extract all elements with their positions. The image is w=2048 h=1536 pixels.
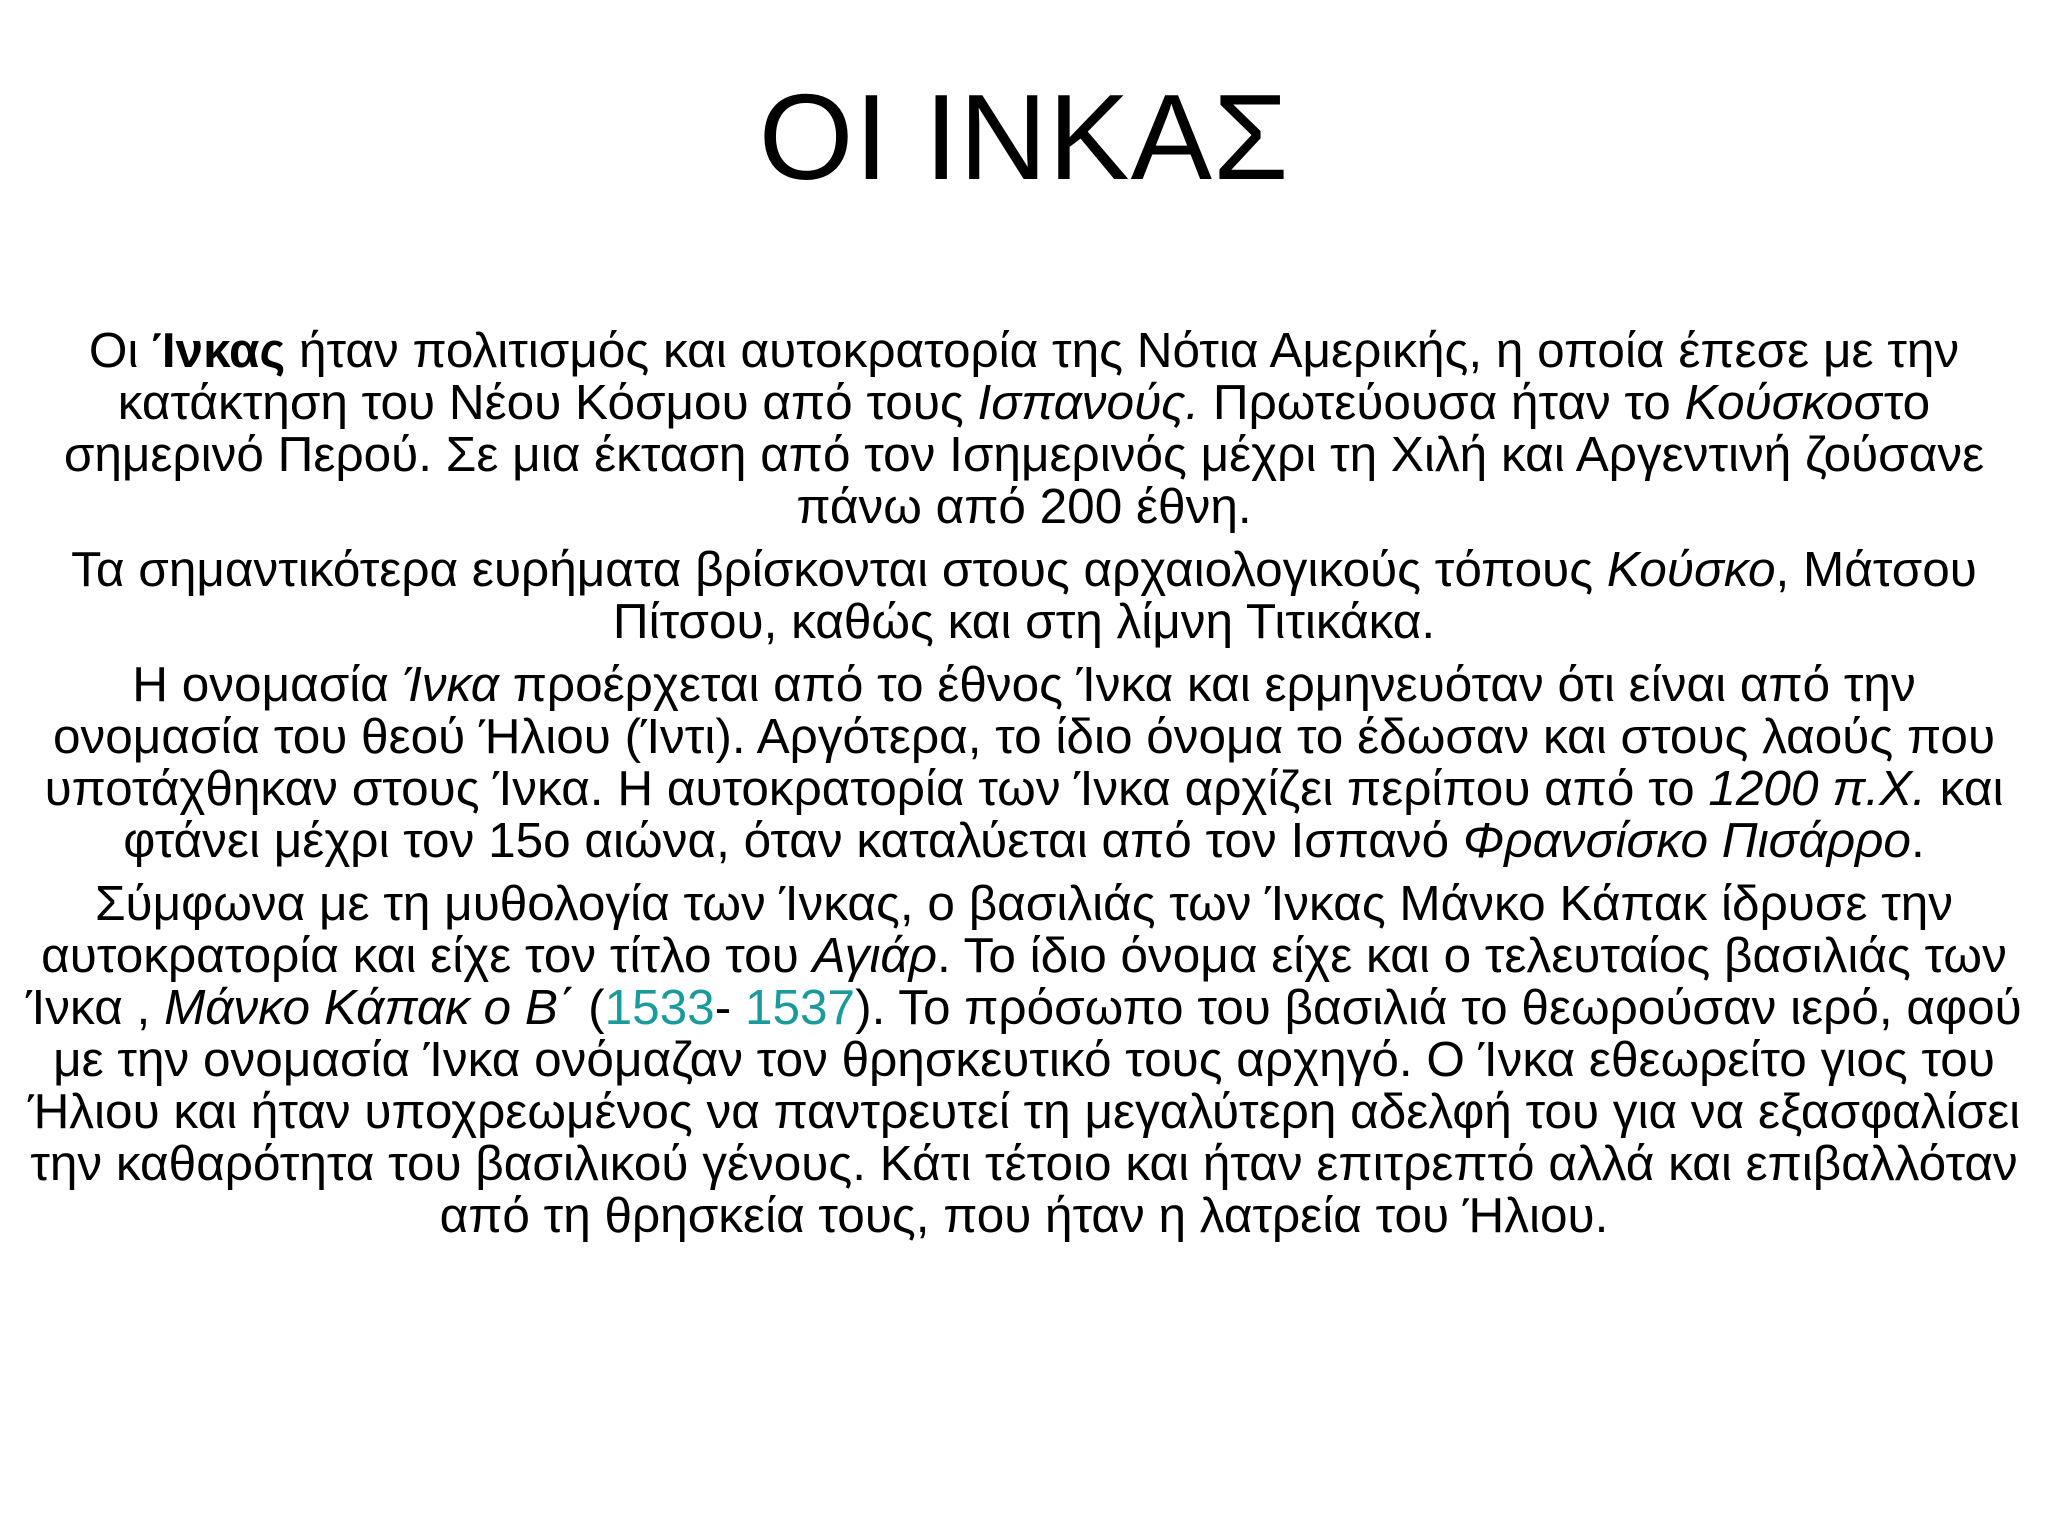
p3-text-a: Η ονομασία <box>132 657 403 712</box>
paragraph-name-origin <box>24 659 2024 867</box>
p2-text-a: Τα σημαντικότερα ευρήματα βρίσκονται στους αρχαιολογικούς τόπους <box>71 542 1607 597</box>
paragraph-findings <box>24 544 2024 648</box>
slide-body <box>24 325 2024 1253</box>
p4-italic-manko-kapak: Μάνκο Κάπακ ο Β΄ <box>164 980 575 1035</box>
slide-title: ΟΙ ΙΝΚΑΣ <box>758 69 1290 205</box>
p1-text-c: ήταν πολιτισμός και αυτοκρατορία της Νότια Αμερικής, η οποία έπεσε με την κατάκτηση του Νέου Κόσμου από τους <box>117 323 1960 430</box>
p1-text-a: Οι <box>88 323 153 378</box>
link-1533[interactable]: 1533 <box>604 980 715 1035</box>
p2-italic-kousko: Κούσκο <box>1606 542 1776 597</box>
p3-italic-date: 1200 π.Χ. <box>1708 761 1926 816</box>
p3-italic-inka: Ίνκα <box>402 657 500 712</box>
paragraph-intro <box>24 325 2024 533</box>
paragraph-mythology <box>24 878 2024 1242</box>
p3-italic-pizarro: Φρανσίσκο Πισάρρο <box>1462 813 1911 868</box>
p1-bold-inkas: Ίνκας <box>152 323 286 378</box>
p4-text-a: Σύμφωνα με τη μυθολογία των Ίνκας, ο βασιλιάς των Ίνκας Μάνκο Κάπακ ίδρυσε την αυτοκρατορία και είχε τον τίτλο του <box>41 876 1954 983</box>
p3-text-e: και φτάνει μέχρι τον 15ο αιώνα, όταν καταλύεται από τον Ισπανό <box>123 761 2004 868</box>
p4-text-c: . Το ίδιο όνομα είχε και ο τελευταίος βασιλιάς των Ίνκα , <box>26 928 2007 1035</box>
link-1537[interactable]: 1537 <box>744 980 856 1035</box>
p1-text-g: στο σημερινό Περού. Σε μια έκταση από τον Ισημερινός μέχρι τη Χιλή και Αργεντινή ζούσανε πάνω από 200 έθνη. <box>63 375 1985 534</box>
p1-italic-kousko: Κούσκο <box>1684 375 1854 430</box>
p4-text-e: ( <box>574 980 605 1035</box>
p3-text-g: . <box>1910 813 1925 868</box>
p3-text-c: προέρχεται από το έθνος Ίνκα και ερμηνευόταν ότι είναι από την ονομασία του θεού Ήλιου (Ίντι). Αργότερα, το ίδιο όνομα το έδωσαν και στους λαούς που υποτάχθηκαν στους Ίνκα. Η αυτοκρατορία των Ίνκα αρχίζει περίπου από το <box>44 657 1996 816</box>
p4-text-f: - <box>714 980 745 1035</box>
p4-text-g: ). Το πρόσωπο του βασιλιά το θεωρούσαν ιερό, αφού με την ονομασία Ίνκα ονόμαζαν τον θρησκευτικό τους αρχηγό. Ο Ίνκα εθεωρείτο γιος του Ήλιου και ήταν υποχρεωμένος να παντρευτεί τη μεγαλύτερη αδελφή του για να εξασφαλίσει την καθαρότητα του βασιλικού γένους. Κάτι τέτοιο και ήταν επιτρεπτό αλλά και επιβαλλόταν από τη θρησκεία τους, που ήταν η λατρεία του Ήλιου. <box>27 980 2022 1243</box>
p2-text-c: , Μάτσου Πίτσου, καθώς και στη λίμνη Τιτικάκα. <box>612 542 1977 649</box>
p1-italic-ispanous: Ισπανούς. <box>977 375 1200 430</box>
p4-italic-agiar: Αγιάρ <box>812 928 937 983</box>
p1-text-e: Πρωτεύουσα ήταν το <box>1199 375 1685 430</box>
